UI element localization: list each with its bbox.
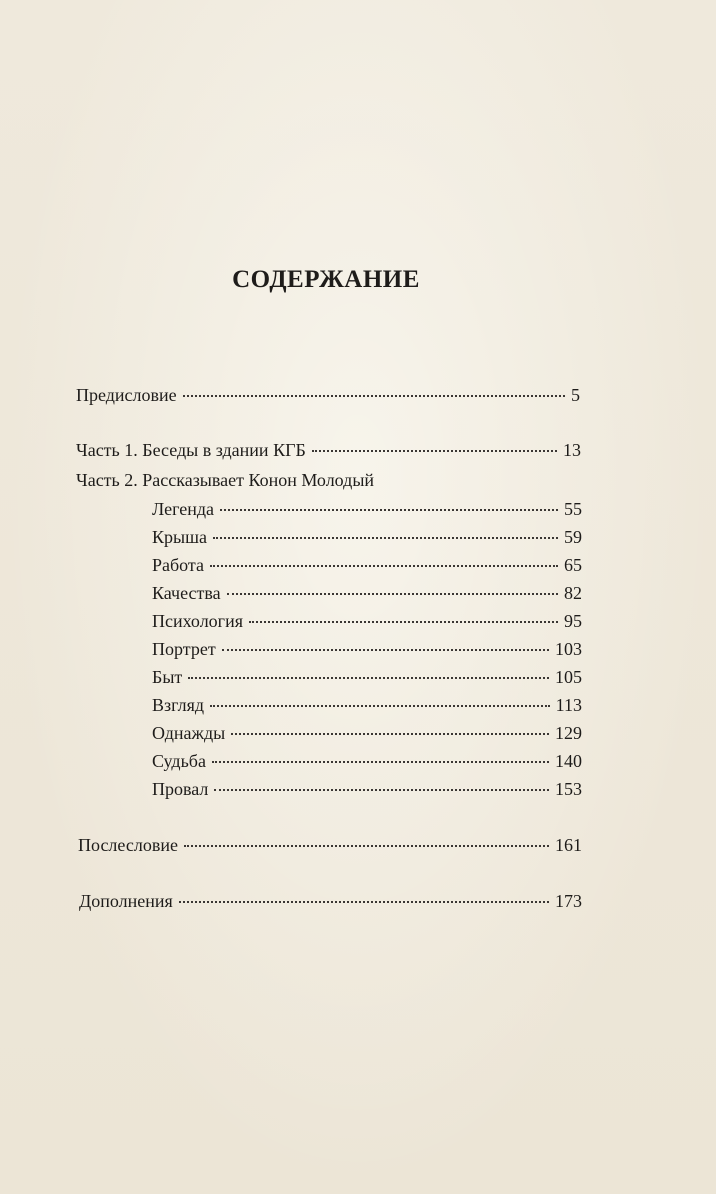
- leader-dots: [212, 761, 549, 763]
- page-title: СОДЕРЖАНИЕ: [232, 266, 420, 293]
- leader-dots: [214, 789, 549, 791]
- toc-entry-label: Предисловие: [76, 385, 177, 405]
- toc-entry-page: 153: [555, 779, 582, 799]
- toc-part-2-heading: Часть 2. Рассказывает Конон Молодый: [76, 470, 375, 490]
- toc-entry-page: 95: [564, 611, 582, 631]
- toc-entry-work: [152, 554, 582, 576]
- toc-entry-label: Портрет: [152, 639, 216, 659]
- toc-entry-label: Часть 1. Беседы в здании КГБ: [76, 440, 306, 460]
- toc-entry-view: [152, 694, 582, 716]
- toc-entry-label: Работа: [152, 555, 204, 575]
- leader-dots: [183, 395, 565, 397]
- toc-entry-page: 13: [563, 440, 581, 460]
- leader-dots: [312, 450, 557, 452]
- toc-entry-appendices: [79, 890, 582, 912]
- leader-dots: [213, 537, 558, 539]
- leader-dots: [179, 901, 549, 903]
- toc-entry-page: 129: [555, 723, 582, 743]
- toc-entry-label: Взгляд: [152, 695, 205, 715]
- leader-dots: [222, 649, 549, 651]
- toc-entry-afterword: [78, 834, 582, 856]
- toc-entry-label: Качества: [152, 583, 221, 603]
- toc-entry-page: 140: [555, 751, 582, 771]
- toc-entry-page: 65: [564, 555, 582, 575]
- toc-entry-label: Послесловие: [78, 835, 178, 855]
- toc-entry-legend: [152, 498, 582, 520]
- toc-entry-label: Провал: [152, 779, 209, 799]
- leader-dots: [210, 705, 550, 707]
- toc-entry-page: 82: [564, 583, 582, 603]
- toc-entry-preface: [76, 384, 580, 406]
- toc-entry-fate: [152, 750, 582, 772]
- leader-dots: [188, 677, 549, 679]
- toc-entry-label: Дополнения: [79, 891, 173, 911]
- toc-entry-portrait: [152, 638, 582, 660]
- toc-entry-page: 5: [571, 385, 580, 405]
- leader-dots: [220, 509, 558, 511]
- toc-entry-label: Быт: [152, 667, 183, 687]
- toc-entry-label: Однажды: [152, 723, 226, 743]
- toc-entry-label: Судьба: [152, 751, 206, 771]
- toc-entry-once: [152, 722, 582, 744]
- toc-entry-page: 113: [555, 695, 582, 715]
- toc-entry-label: Крыша: [152, 527, 207, 547]
- toc-entry-daily-life: [152, 666, 582, 688]
- toc-entry-label: Психология: [152, 611, 243, 631]
- toc-entry-failure: [152, 778, 582, 800]
- leader-dots: [231, 733, 549, 735]
- toc-entry-psychology: [152, 610, 582, 632]
- toc-entry-page: 173: [555, 891, 582, 911]
- leader-dots: [210, 565, 558, 567]
- toc-entry-qualities: [152, 582, 582, 604]
- toc-entry-label: Легенда: [152, 499, 214, 519]
- leader-dots: [227, 593, 558, 595]
- toc-entry-page: 55: [564, 499, 582, 519]
- toc-entry-page: 105: [555, 667, 582, 687]
- toc-entry-roof: [152, 526, 582, 548]
- toc-entry-part-1: [76, 439, 581, 461]
- toc-entry-page: 59: [564, 527, 582, 547]
- leader-dots: [249, 621, 558, 623]
- toc-entry-page: 161: [555, 835, 582, 855]
- leader-dots: [184, 845, 549, 847]
- toc-entry-page: 103: [555, 639, 582, 659]
